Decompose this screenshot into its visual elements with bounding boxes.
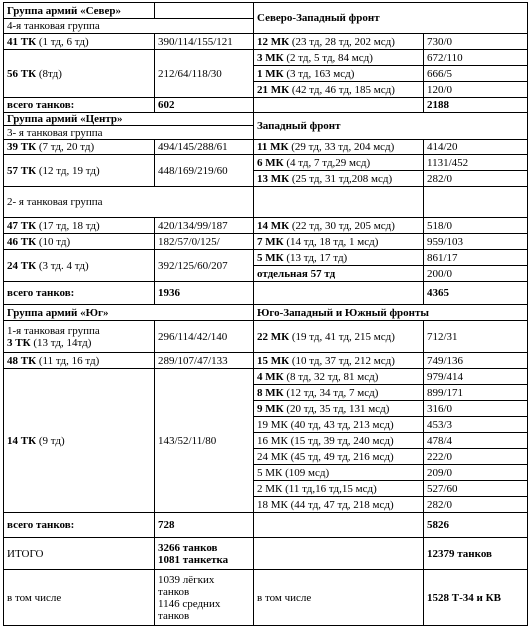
vtom-right-value: 1528 Т-34 и КВ bbox=[424, 570, 528, 626]
west-row-2-value: 1131/452 bbox=[424, 155, 528, 171]
center-header: Группа армий «Центр» bbox=[4, 113, 254, 126]
west-row-2-unit: 6 МК (4 тд, 7 тд,29 мсд) bbox=[254, 155, 424, 171]
nw-row-3-value: 666/5 bbox=[424, 66, 528, 82]
west-row-3-value: 282/0 bbox=[424, 171, 528, 187]
sw-row-3-unit: 4 МК (8 тд, 32 тд, 81 мсд) bbox=[254, 369, 424, 385]
nw-row-4-unit: 21 МК (42 тд, 46 тд, 185 мсд) bbox=[254, 82, 424, 98]
west-row-6-value: 861/17 bbox=[424, 250, 528, 266]
center-row-2-unit: 57 ТК (12 тд, 19 тд) bbox=[4, 155, 155, 187]
west-row-1-value: 414/20 bbox=[424, 140, 528, 155]
nw-total-value: 2188 bbox=[424, 98, 528, 113]
nw-row-3-unit: 1 МК (3 тд, 163 мсд) bbox=[254, 66, 424, 82]
sw-total-value: 5826 bbox=[424, 513, 528, 538]
center-total-value: 1936 bbox=[155, 282, 254, 305]
center-row-1-value: 494/145/288/61 bbox=[155, 140, 254, 155]
west-total-value: 4365 bbox=[424, 282, 528, 305]
sw-row-5-value: 316/0 bbox=[424, 401, 528, 417]
tank-forces-table bbox=[3, 2, 528, 626]
north-row-2-value: 212/64/118/30 bbox=[155, 50, 254, 98]
south-row-2-unit: 48 ТК (11 тд, 16 тд) bbox=[4, 353, 155, 369]
vtom-left-value: 1039 лёгких танков 1146 средних танков bbox=[155, 570, 254, 626]
west-row-1-unit: 11 МК (29 тд, 33 тд, 204 мсд) bbox=[254, 140, 424, 155]
south-header: Группа армий «Юг» bbox=[4, 305, 254, 321]
sw-row-5-unit: 9 МК (20 тд, 35 тд, 131 мсд) bbox=[254, 401, 424, 417]
nw-row-1-value: 730/0 bbox=[424, 34, 528, 50]
sw-row-6-value: 453/3 bbox=[424, 417, 528, 433]
center-row-3-value: 420/134/99/187 bbox=[155, 218, 254, 234]
center-total-label: всего танков: bbox=[4, 282, 155, 305]
center-row-5-unit: 24 ТК (3 тд. 4 тд) bbox=[4, 250, 155, 282]
center-row-4-value: 182/57/0/125/ bbox=[155, 234, 254, 250]
sw-row-9-value: 209/0 bbox=[424, 465, 528, 481]
center-row-3-unit: 47 ТК (17 тд, 18 тд) bbox=[4, 218, 155, 234]
nw-row-4-value: 120/0 bbox=[424, 82, 528, 98]
sw-row-11-unit: 18 МК (44 тд, 47 тд, 218 мсд) bbox=[254, 497, 424, 513]
sw-row-10-value: 527/60 bbox=[424, 481, 528, 497]
itogo-label: ИТОГО bbox=[4, 538, 155, 570]
sw-row-10-unit: 2 МК (11 тд,16 тд,15 мсд) bbox=[254, 481, 424, 497]
south-row-1-value: 296/114/42/140 bbox=[155, 321, 254, 353]
sw-row-7-value: 478/4 bbox=[424, 433, 528, 449]
sw-row-4-value: 899/171 bbox=[424, 385, 528, 401]
sw-row-11-value: 282/0 bbox=[424, 497, 528, 513]
south-row-2-value: 289/107/47/133 bbox=[155, 353, 254, 369]
west-row-7-value: 200/0 bbox=[424, 266, 528, 282]
itogo-spacer bbox=[254, 538, 424, 570]
north-total-label: всего танков: bbox=[4, 98, 155, 113]
sw-row-3-value: 979/414 bbox=[424, 369, 528, 385]
west-total-spacer bbox=[254, 282, 424, 305]
itogo-right-value: 12379 танков bbox=[424, 538, 528, 570]
north-row-1-value: 390/114/155/121 bbox=[155, 34, 254, 50]
sw-row-4-unit: 8 МК (12 тд, 34 тд, 7 мсд) bbox=[254, 385, 424, 401]
center-row-2-value: 448/169/219/60 bbox=[155, 155, 254, 187]
south-row-1-unit: 1-я танковая группа 3 ТК (13 тд, 14тд) bbox=[4, 321, 155, 353]
sw-row-7-unit: 16 МК (15 тд, 39 тд, 240 мсд) bbox=[254, 433, 424, 449]
center-row-4-unit: 46 ТК (10 тд) bbox=[4, 234, 155, 250]
west-row-5-value: 959/103 bbox=[424, 234, 528, 250]
sw-total-spacer bbox=[254, 513, 424, 538]
vtom-left-label: в том числе bbox=[4, 570, 155, 626]
center-group2: 2- я танковая группа bbox=[4, 187, 254, 218]
center-row-5-value: 392/125/60/207 bbox=[155, 250, 254, 282]
north-row-2-unit: 56 ТК (8тд) bbox=[4, 50, 155, 98]
west-row-3-unit: 13 МК (25 тд, 31 тд,208 мсд) bbox=[254, 171, 424, 187]
northwest-header: Северо-Западный фронт bbox=[254, 3, 528, 34]
sw-row-2-value: 749/136 bbox=[424, 353, 528, 369]
north-row-1-unit: 41 ТК (1 тд, 6 тд) bbox=[4, 34, 155, 50]
north-group: 4-я танковая группа bbox=[4, 19, 254, 34]
west-header: Западный фронт bbox=[254, 113, 528, 140]
sw-row-6-unit: 19 МК (40 тд, 43 тд, 213 мсд) bbox=[254, 417, 424, 433]
sw-row-8-value: 222/0 bbox=[424, 449, 528, 465]
north-header: Группа армий «Север» bbox=[4, 3, 155, 19]
sw-row-1-unit: 22 МК (19 тд, 41 тд, 215 мсд) bbox=[254, 321, 424, 353]
west-row-6-unit: 5 МК (13 тд, 17 тд) bbox=[254, 250, 424, 266]
west-row-4-value: 518/0 bbox=[424, 218, 528, 234]
south-total-value: 728 bbox=[155, 513, 254, 538]
sw-row-9-unit: 5 МК (109 мсд) bbox=[254, 465, 424, 481]
south-row-3-unit: 14 ТК (9 тд) bbox=[4, 369, 155, 513]
west-gap-left bbox=[254, 187, 424, 218]
west-row-5-unit: 7 МК (14 тд, 18 тд, 1 мсд) bbox=[254, 234, 424, 250]
nw-row-2-value: 672/110 bbox=[424, 50, 528, 66]
north-header-spacer bbox=[155, 3, 254, 19]
vtom-right-label: в том числе bbox=[254, 570, 424, 626]
west-gap-right bbox=[424, 187, 528, 218]
nw-total-spacer bbox=[254, 98, 424, 113]
south-total-label: всего танков: bbox=[4, 513, 155, 538]
south-row-3-value: 143/52/11/80 bbox=[155, 369, 254, 513]
sw-row-2-unit: 15 МК (10 тд, 37 тд, 212 мсд) bbox=[254, 353, 424, 369]
nw-row-2-unit: 3 МК (2 тд, 5 тд, 84 мсд) bbox=[254, 50, 424, 66]
sw-row-8-unit: 24 МК (45 тд, 49 тд, 216 мсд) bbox=[254, 449, 424, 465]
center-group3: 3- я танковая группа bbox=[4, 126, 254, 140]
north-total-value: 602 bbox=[155, 98, 254, 113]
sw-row-1-value: 712/31 bbox=[424, 321, 528, 353]
southwest-header: Юго-Западный и Южный фронты bbox=[254, 305, 528, 321]
center-row-1-unit: 39 ТК (7 тд, 20 тд) bbox=[4, 140, 155, 155]
itogo-left-value: 3266 танков 1081 танкетка bbox=[155, 538, 254, 570]
west-row-7-unit: отдельная 57 тд bbox=[254, 266, 424, 282]
nw-row-1-unit: 12 МК (23 тд, 28 тд, 202 мсд) bbox=[254, 34, 424, 50]
west-row-4-unit: 14 МК (22 тд, 30 тд, 205 мсд) bbox=[254, 218, 424, 234]
